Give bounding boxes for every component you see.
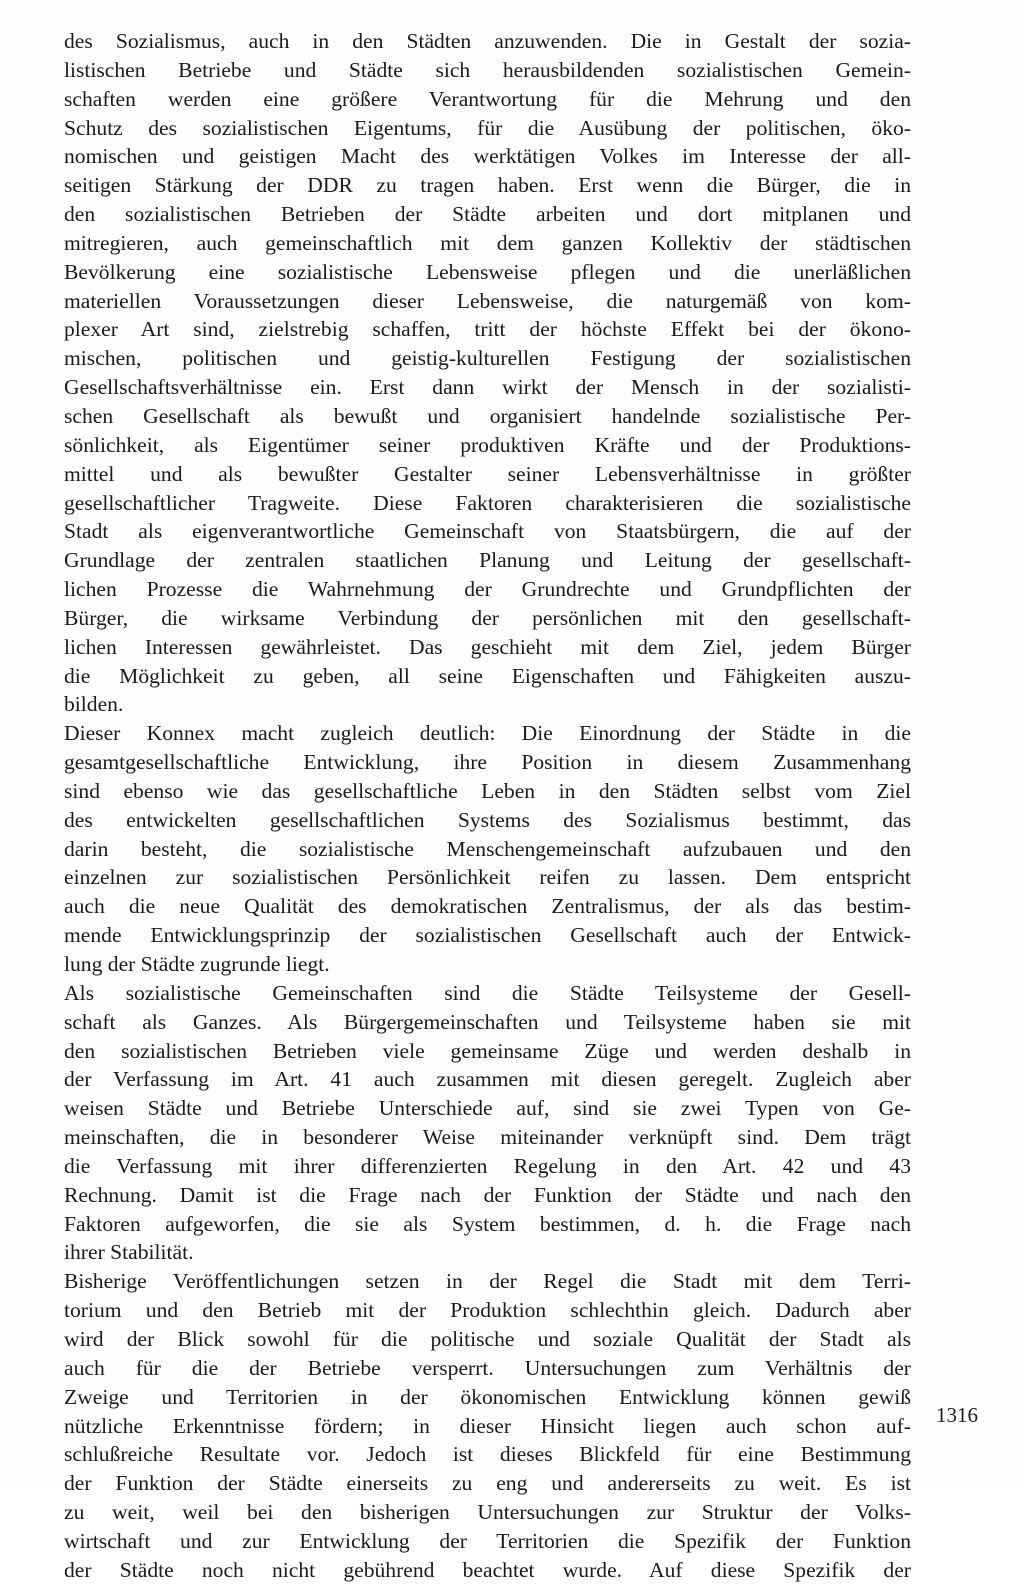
- text-line: Rechnung. Damit ist die Frage nach der Funktion der Städte und nach den: [64, 1182, 911, 1207]
- text-line: nomischen und geistigen Macht des werktätigen Volkes im Interesse der all-: [64, 144, 911, 169]
- text-line: Faktoren aufgeworfen, die sie als System bestimmen, d. h. die Frage nach: [64, 1211, 911, 1236]
- text-line: der Funktion der Städte einerseits zu eng und andererseits zu weit. Es ist: [64, 1471, 911, 1496]
- text-line: des Sozialismus, auch in den Städten anzuwenden. Die in Gestalt der sozia-: [64, 29, 911, 53]
- text-line: des entwickelten gesellschaftlichen Systems des Sozialismus bestimmt, das: [64, 807, 911, 832]
- text-line: meinschaften, die in besonderer Weise miteinander verknüpft sind. Dem trägt: [64, 1125, 911, 1150]
- text-line: Grundlage der zentralen staatlichen Planung und Leitung der gesellschaft-: [64, 548, 911, 573]
- text-line: Stadt als eigenverantwortliche Gemeinschaft von Staatsbürgern, die auf der: [64, 519, 911, 544]
- paragraph: [64, 719, 911, 979]
- text-line: schaft als Ganzes. Als Bürgergemeinschaften und Teilsysteme haben sie mit: [64, 1009, 911, 1034]
- text-line: mende Entwicklungsprinzip der sozialistischen Gesellschaft auch der Entwick-: [64, 923, 911, 948]
- text-line: sind ebenso wie das gesellschaftliche Leben in den Städten selbst vom Ziel: [64, 778, 911, 803]
- text-line: nützliche Erkenntnisse fördern; in dieser Hinsicht liegen auch schon auf-: [64, 1413, 911, 1438]
- text-line: der Städte noch nicht gebührend beachtet wurde. Auf diese Spezifik der: [64, 1557, 911, 1582]
- text-line: gesamtgesellschaftliche Entwicklung, ihre Position in diesem Zusammenhang: [64, 750, 911, 775]
- text-line: Bürger, die wirksame Verbindung der persönlichen mit den gesellschaft-: [64, 605, 911, 630]
- text-line: bilden.: [64, 692, 124, 717]
- text-line: Dieser Konnex macht zugleich deutlich: Die Einordnung der Städte in die: [64, 721, 911, 746]
- text-line: mischen, politischen und geistig-kulturellen Festigung der sozialistischen: [64, 346, 911, 371]
- body-text: [64, 27, 911, 1585]
- text-line: Gesellschaftsverhältnisse ein. Erst dann wirkt der Mensch in der sozialisti-: [64, 375, 911, 400]
- text-line: zu weit, weil bei den bisherigen Untersuchungen zur Struktur der Volks-: [64, 1500, 911, 1525]
- text-line: wird der Blick sowohl für die politische und soziale Qualität der Stadt als: [64, 1326, 911, 1351]
- text-line: wirtschaft und zur Entwicklung der Territorien die Spezifik der Funktion: [64, 1528, 911, 1553]
- text-line: Zweige und Territorien in der ökonomischen Entwicklung können gewiß: [64, 1384, 911, 1409]
- text-line: den sozialistischen Betrieben viele gemeinsame Züge und werden deshalb in: [64, 1038, 911, 1063]
- text-line: einzelnen zur sozialistischen Persönlichkeit reifen zu lassen. Dem entspricht: [64, 865, 911, 890]
- text-line: plexer Art sind, zielstrebig schaffen, tritt der höchste Effekt bei der ökono-: [64, 317, 911, 342]
- text-line: darin besteht, die sozialistische Menschengemeinschaft aufzubauen und den: [64, 836, 911, 861]
- text-line: seitigen Stärkung der DDR zu tragen haben. Erst wenn die Bürger, die in: [64, 173, 911, 198]
- text-line: lichen Interessen gewährleistet. Das geschieht mit dem Ziel, jedem Bürger: [64, 634, 911, 659]
- paragraph: [64, 1267, 911, 1584]
- text-line: Bevölkerung eine sozialistische Lebensweise pflegen und die unerläßlichen: [64, 259, 911, 284]
- text-line: lung der Städte zugrunde liegt.: [64, 952, 330, 976]
- text-line: Als sozialistische Gemeinschaften sind die Städte Teilsysteme der Gesell-: [64, 980, 911, 1005]
- page-number: 1316: [936, 1403, 978, 1427]
- paragraph: [64, 27, 911, 719]
- text-line: auch für die der Betriebe versperrt. Untersuchungen zum Verhältnis der: [64, 1355, 911, 1380]
- text-line: weisen Städte und Betriebe Unterschiede auf, sind sie zwei Typen von Ge-: [64, 1096, 911, 1121]
- text-line: lichen Prozesse die Wahrnehmung der Grundrechte und Grundpflichten der: [64, 577, 911, 602]
- text-line: den sozialistischen Betrieben der Städte arbeiten und dort mitplanen und: [64, 202, 911, 227]
- text-line: sönlichkeit, als Eigentümer seiner produktiven Kräfte und der Produktions-: [64, 432, 911, 457]
- text-line: listischen Betriebe und Städte sich herausbildenden sozialistischen Gemein-: [64, 57, 911, 82]
- text-line: auch die neue Qualität des demokratischen Zentralismus, der als das bestim-: [64, 894, 911, 919]
- text-line: schlußreiche Resultate vor. Jedoch ist dieses Blickfeld für eine Bestimmung: [64, 1442, 911, 1467]
- text-line: schaften werden eine größere Verantwortung für die Mehrung und den: [64, 86, 911, 111]
- text-line: torium und den Betrieb mit der Produktion schlechthin gleich. Dadurch aber: [64, 1298, 911, 1323]
- text-line: der Verfassung im Art. 41 auch zusammen mit diesen geregelt. Zugleich aber: [64, 1067, 911, 1092]
- text-line: gesellschaftlicher Tragweite. Diese Faktoren charakterisieren die sozialistische: [64, 490, 911, 515]
- text-line: mittel und als bewußter Gestalter seiner Lebensverhältnisse in größter: [64, 461, 911, 486]
- text-line: die Verfassung mit ihrer differenzierten Regelung in den Art. 42 und 43: [64, 1153, 911, 1178]
- text-line: die Möglichkeit zu geben, all seine Eigenschaften und Fähigkeiten auszu-: [64, 663, 911, 688]
- text-line: ihrer Stabilität.: [64, 1240, 194, 1265]
- text-line: schen Gesellschaft als bewußt und organisiert handelnde sozialistische Per-: [64, 403, 911, 428]
- text-line: Schutz des sozialistischen Eigentums, für die Ausübung der politischen, öko-: [64, 115, 911, 140]
- paragraph: [64, 979, 911, 1267]
- text-line: Bisherige Veröffentlichungen setzen in der Regel die Stadt mit dem Terri-: [64, 1269, 911, 1294]
- text-line: mitregieren, auch gemeinschaftlich mit dem ganzen Kollektiv der städtischen: [64, 230, 911, 255]
- text-line: materiellen Voraussetzungen dieser Lebensweise, die naturgemäß von kom-: [64, 288, 911, 313]
